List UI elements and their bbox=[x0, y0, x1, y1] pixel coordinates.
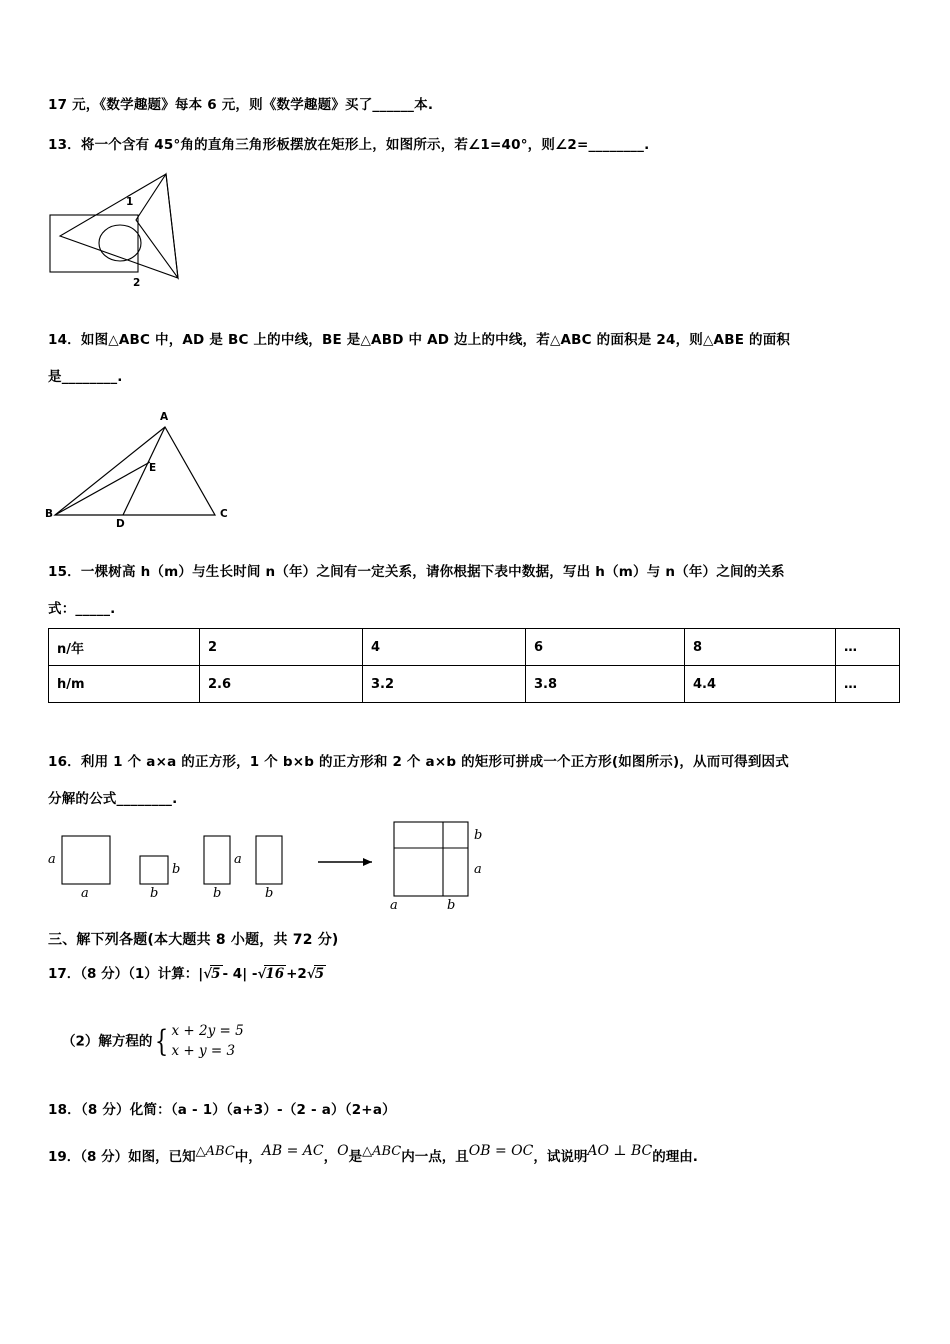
sqrt-16: √16 bbox=[257, 966, 285, 982]
cell-row-header-h: h/m bbox=[49, 666, 200, 703]
q17-part2-label: （2）解方程的 bbox=[62, 1033, 153, 1050]
q16-label-a-rect1: a bbox=[234, 852, 242, 867]
cell-h-2: 3.8 bbox=[526, 666, 685, 703]
q16-label-b-right: b bbox=[172, 862, 181, 877]
sqrt-5-second: √5 bbox=[306, 966, 325, 982]
q15-text: 15．一棵树高 h（m）与生长时间 n（年）之间有一定关系，请你根据下表中数据，写出 h（m）与 n（年）之间的关系 bbox=[48, 564, 785, 580]
cell-n-1: 4 bbox=[363, 629, 526, 666]
q16-label-b-big-bottom: b bbox=[447, 898, 456, 913]
q12-tail-text: 17 元，《数学趣题》每本 6 元，则《数学趣题》买了______本. bbox=[48, 97, 434, 113]
q17-equations bbox=[172, 1022, 244, 1061]
q17-line2 bbox=[62, 1022, 244, 1061]
q16-label-a-bottom: a bbox=[81, 886, 89, 901]
q14-figure bbox=[45, 405, 275, 540]
cell-n-4: … bbox=[836, 629, 900, 666]
q19-ao-perp-bc: AO ⊥ BC bbox=[587, 1143, 653, 1159]
q16-figure bbox=[40, 818, 483, 916]
q19-point-o: O bbox=[337, 1143, 349, 1159]
cell-n-2: 6 bbox=[526, 629, 685, 666]
section-3-heading: 三、解下列各题(本大题共 8 小题，共 72 分) bbox=[48, 932, 339, 948]
q16-label-a-big-bottom: a bbox=[390, 898, 398, 913]
q16-label-b-rect2: b bbox=[265, 886, 274, 901]
q14-label-b: B bbox=[45, 508, 54, 520]
q16-label-b-big-top: b bbox=[474, 828, 483, 843]
q17-mid1: - 4| - bbox=[222, 966, 258, 982]
q14-label-a: A bbox=[160, 411, 169, 423]
q13-figure bbox=[44, 160, 244, 310]
q17-eq-1: x + 2y = 5 bbox=[171, 1023, 244, 1039]
q16-label-b-rect1: b bbox=[213, 886, 222, 901]
cell-h-4: … bbox=[836, 666, 900, 703]
q16-label-b-bottom: b bbox=[150, 886, 159, 901]
q16-text: 16．利用 1 个 a×a 的正方形，1 个 b×b 的正方形和 2 个 a×b 的矩形可拼成一个正方形(如图所示)，从而可得到因式 bbox=[48, 754, 789, 770]
system-brace-icon: { bbox=[155, 1024, 169, 1060]
q19-triangle-abc-2: △ABC bbox=[362, 1144, 402, 1159]
q14-label-c: C bbox=[220, 508, 228, 520]
q14-text-line2: 是________. bbox=[48, 369, 123, 385]
table-row-n bbox=[49, 629, 900, 666]
q19-part-g: 的理由. bbox=[652, 1149, 698, 1165]
q19-part-c: ， bbox=[323, 1149, 338, 1165]
q15-data-table bbox=[48, 628, 900, 703]
table-row-h bbox=[49, 666, 900, 703]
q19-text bbox=[48, 1145, 698, 1165]
q17-mid2: +2 bbox=[286, 966, 307, 982]
q16-label-a-big-right: a bbox=[474, 862, 482, 877]
sqrt-5-first: √5 bbox=[203, 966, 221, 982]
q17-prefix: 17．（8 分）（1）计算：| bbox=[48, 966, 204, 982]
cell-row-header-n: n/年 bbox=[49, 629, 200, 666]
q19-part-b: 中， bbox=[234, 1149, 262, 1165]
q14-text: 14．如图△ABC 中，AD 是 BC 上的中线，BE 是△ABD 中 AD 边上的中线，若△ABC 的面积是 24，则△ABE 的面积 bbox=[48, 332, 791, 348]
q19-part-a: 19．（8 分）如图，已知 bbox=[48, 1149, 196, 1165]
cell-h-3: 4.4 bbox=[685, 666, 836, 703]
q19-triangle-abc-1: △ABC bbox=[195, 1144, 235, 1159]
q16-text-line2: 分解的公式________. bbox=[48, 791, 178, 807]
q13-text: 13．将一个含有 45°角的直角三角形板摆放在矩形上，如图所示，若∠1=40°，则∠2=________. bbox=[48, 137, 650, 153]
q18-text: 18．（8 分）化简：（a - 1）（a+3）-（2 - a）（2+a） bbox=[48, 1102, 396, 1118]
q13-angle-2-label: 2 bbox=[133, 277, 141, 289]
q16-label-a-left: a bbox=[48, 852, 56, 867]
q15-text-line2: 式：_____. bbox=[48, 601, 116, 617]
q13-angle-1-label: 1 bbox=[126, 196, 134, 208]
q14-label-d: D bbox=[116, 518, 125, 530]
q19-part-f: ，试说明 bbox=[533, 1149, 588, 1165]
q19-ob-eq-oc: OB = OC bbox=[468, 1143, 534, 1159]
cell-n-0: 2 bbox=[200, 629, 363, 666]
q17-eq-2: x + y = 3 bbox=[171, 1042, 236, 1059]
q19-part-e: 内一点，且 bbox=[401, 1149, 469, 1165]
q19-part-d: 是 bbox=[348, 1149, 363, 1165]
q14-label-e: E bbox=[149, 462, 157, 474]
cell-h-0: 2.6 bbox=[200, 666, 363, 703]
q17-line1 bbox=[48, 962, 326, 982]
cell-n-3: 8 bbox=[685, 629, 836, 666]
cell-h-1: 3.2 bbox=[363, 666, 526, 703]
q19-ab-eq-ac: AB = AC bbox=[261, 1143, 324, 1159]
